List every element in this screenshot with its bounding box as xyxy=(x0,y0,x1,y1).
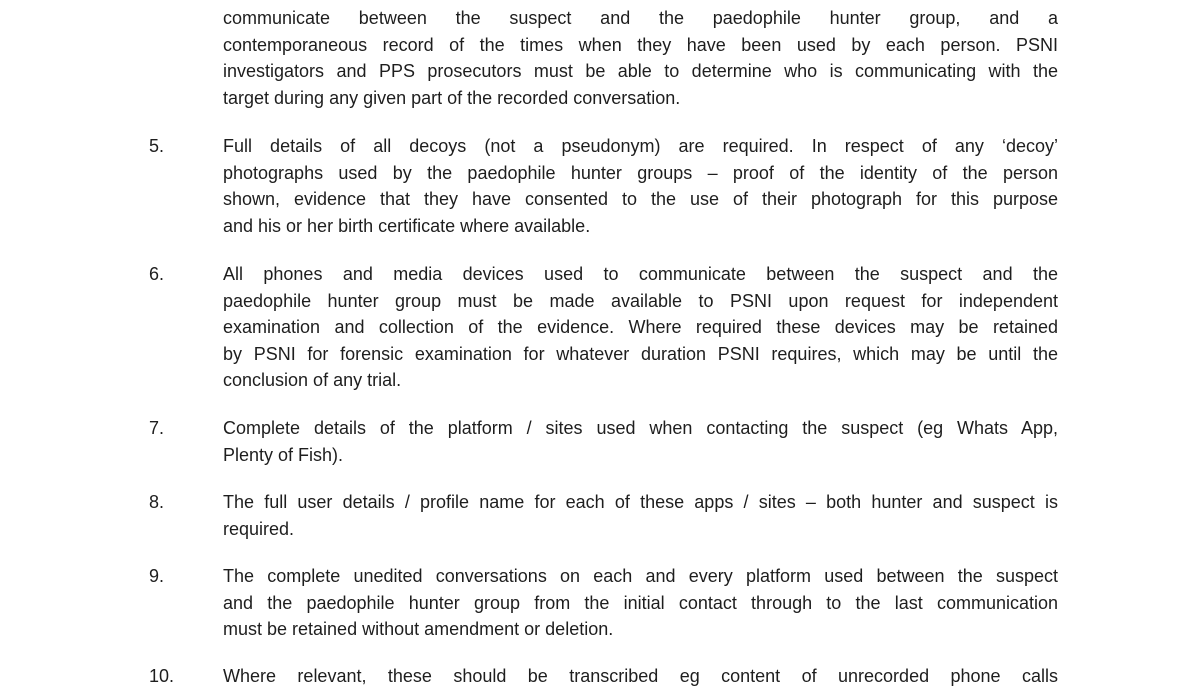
text-line: examination and collection of the evidence. Where required these devices may be retained xyxy=(223,317,1058,338)
text-line: contemporaneous record of the times when they have been used by each person. PSNI xyxy=(223,34,1058,55)
text-line: communicate between the suspect and the paedophile hunter group, and a xyxy=(223,8,1058,28)
text-line: and his or her birth certificate where available. xyxy=(223,215,591,236)
text-line: required. xyxy=(223,518,295,539)
text-line: target during any given part of the recorded conversation. xyxy=(223,87,681,108)
text-line: The full user details / profile name for each of these apps / sites – both hunter and suspect is xyxy=(223,492,1058,512)
text-line: The complete unedited conversations on each and every platform used between the suspect xyxy=(223,566,1058,586)
item-text xyxy=(223,663,1058,690)
item-text xyxy=(223,415,1058,468)
item-text xyxy=(223,563,1058,643)
text-line: All phones and media devices used to communicate between the suspect and the xyxy=(223,264,1058,284)
text-line: and the paedophile hunter group from the initial contact through to the last communication xyxy=(223,592,1058,613)
text-line: by PSNI for forensic examination for whatever duration PSNI requires, which may be until the xyxy=(223,343,1058,364)
text-line: Complete details of the platform / sites used when contacting the suspect (eg Whats App, xyxy=(223,418,1058,438)
item-text xyxy=(223,261,1058,394)
text-line: paedophile hunter group must be made available to PSNI upon request for independent xyxy=(223,290,1058,311)
item-number: 8. xyxy=(149,492,165,512)
item-number: 10. xyxy=(149,666,175,686)
text-line: photographs used by the paedophile hunter groups – proof of the identity of the person xyxy=(223,162,1058,183)
text-line: Plenty of Fish). xyxy=(223,444,344,465)
text-line: shown, evidence that they have consented to the use of their photograph for this purpose xyxy=(223,189,1058,210)
text-line: Where relevant, these should be transcribed eg content of unrecorded phone calls xyxy=(223,666,1058,686)
item-number: 6. xyxy=(149,264,165,284)
item-text xyxy=(223,5,1058,111)
item-text xyxy=(223,489,1058,542)
item-number: 5. xyxy=(149,136,165,156)
text-line: must be retained without amendment or deletion. xyxy=(223,619,614,640)
text-line: conclusion of any trial. xyxy=(223,370,402,391)
text-line: investigators and PPS prosecutors must be able to determine who is communicating with the xyxy=(223,61,1058,82)
item-number: 7. xyxy=(149,418,165,438)
text-line: Full details of all decoys (not a pseudonym) are required. In respect of any ‘decoy’ xyxy=(223,136,1058,156)
item-number: 9. xyxy=(149,566,165,586)
item-text xyxy=(223,133,1058,239)
